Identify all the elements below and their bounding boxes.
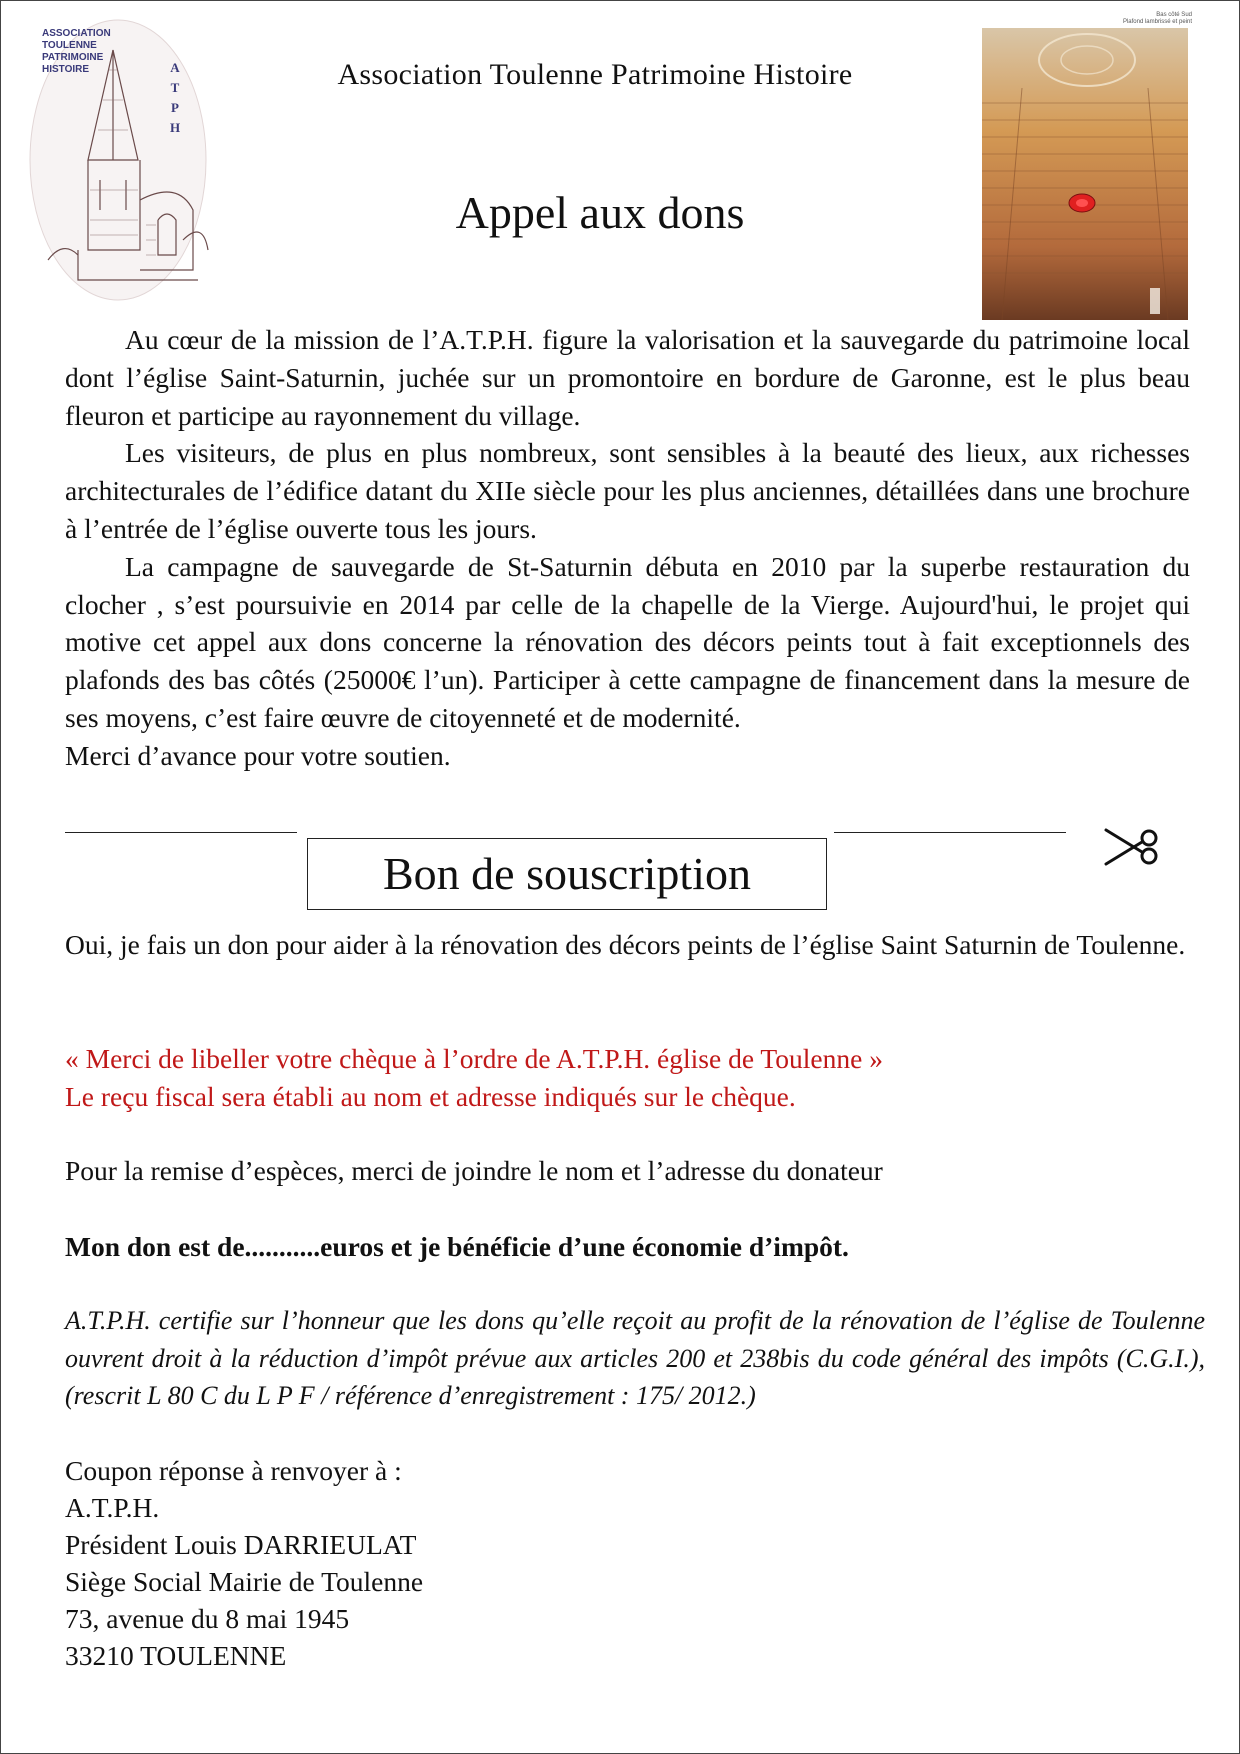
- address-intro: Coupon réponse à renvoyer à :: [65, 1455, 402, 1486]
- cheque-instruction: « Merci de libeller votre chèque à l’ordre de A.T.P.H. église de Toulenne »: [65, 1043, 883, 1074]
- photo-caption: [1112, 12, 1192, 26]
- association-name: Association Toulenne Patrimoine Histoire: [337, 58, 853, 91]
- cut-line-right: [834, 832, 1066, 833]
- logo-line-3: PATRIMOINE: [42, 52, 104, 63]
- coupon-title-box: [307, 838, 827, 910]
- address-president: Président Louis DARRIEULAT: [65, 1529, 417, 1560]
- coupon-title: Bon de souscription: [383, 848, 751, 899]
- ceiling-photo: [982, 28, 1188, 320]
- logo-line-4: HISTOIRE: [42, 64, 90, 75]
- logo-letter-a: A: [170, 60, 180, 75]
- address-org: A.T.P.H.: [65, 1492, 160, 1523]
- logo-vertical-letters: [168, 58, 182, 138]
- logo-line-1: ASSOCIATION: [42, 28, 111, 39]
- cut-line-left: [65, 832, 297, 833]
- fiscal-receipt-note: Le reçu fiscal sera établi au nom et adresse indiqués sur le chèque.: [65, 1081, 796, 1112]
- intro-paragraph-1: Au cœur de la mission de l’A.T.P.H. figure la valorisation et la sauvegarde du patrimoine local dont l’église Saint-Saturnin, juchée sur un promontoire en bordure de Garonne, est le plus beau fleuron et participe au rayonnement du village.: [65, 324, 1190, 431]
- address-siege: Siège Social Mairie de Toulenne: [65, 1566, 424, 1597]
- photo-caption-line-2: Plafond lambrissé et peint: [1122, 19, 1192, 25]
- painted-ceiling-icon: [982, 28, 1188, 320]
- intro-paragraph-4: Merci d’avance pour votre soutien.: [65, 739, 451, 771]
- intro-text: [65, 321, 1190, 775]
- cash-instruction: Pour la remise d’espèces, merci de joindre le nom et l’adresse du donateur: [65, 1155, 883, 1186]
- logo-text: [42, 28, 111, 76]
- coupon-oui: Oui, je fais un don pour aider à la rénovation des décors peints de l’église Saint Saturnin de Toulenne.: [65, 929, 1186, 960]
- logo-letter-p: P: [171, 100, 179, 115]
- tax-certification: A.T.P.H. certifie sur l’honneur que les dons qu’elle reçoit au profit de la rénovation de l’église de Toulenne ouvrent droit à la réduction d’impôt prévue aux articles 200 et 238bis du code général des impôts (C.G.I.), (rescrit L 80 C du L P F / référence d’enregistrement : 175/ 2012.): [65, 1306, 1205, 1410]
- intro-paragraph-3: La campagne de sauvegarde de St-Saturnin débuta en 2010 par la superbe restauration du clocher , s’est poursuivie en 2014 par celle de la chapelle de la Vierge. Aujourd'hui, le projet qui motive cet appel aux dons concerne la rénovation des décors peints tout à fait exceptionnels des plafonds des bas côtés (25000€ l’un). Participer à cette campagne de financement dans la mesure de ses moyens, c’est faire œuvre de citoyenneté et de modernité.: [65, 550, 1190, 733]
- intro-paragraph-2: Les visiteurs, de plus en plus nombreux, sont sensibles à la beauté des lieux, aux richesses architecturales de l’édifice datant du XIIe siècle pour les plus anciennes, détaillées dans une brochure à l’entrée de l’église ouverte tous les jours.: [65, 437, 1190, 544]
- scissors-icon: [1102, 822, 1162, 872]
- logo-letter-h: H: [169, 120, 181, 135]
- atph-logo: [18, 10, 218, 310]
- page-title: Appel aux dons: [455, 187, 745, 238]
- address-city: 33210 TOULENNE: [65, 1640, 287, 1671]
- address-street: 73, avenue du 8 mai 1945: [65, 1603, 350, 1634]
- photo-caption-line-1: Bas côté Sud: [1156, 12, 1192, 18]
- donation-amount-line: Mon don est de...........euros et je bénéficie d’une économie d’impôt.: [65, 1231, 849, 1262]
- logo-letter-t: T: [170, 80, 180, 95]
- logo-line-2: TOULENNE: [42, 40, 97, 51]
